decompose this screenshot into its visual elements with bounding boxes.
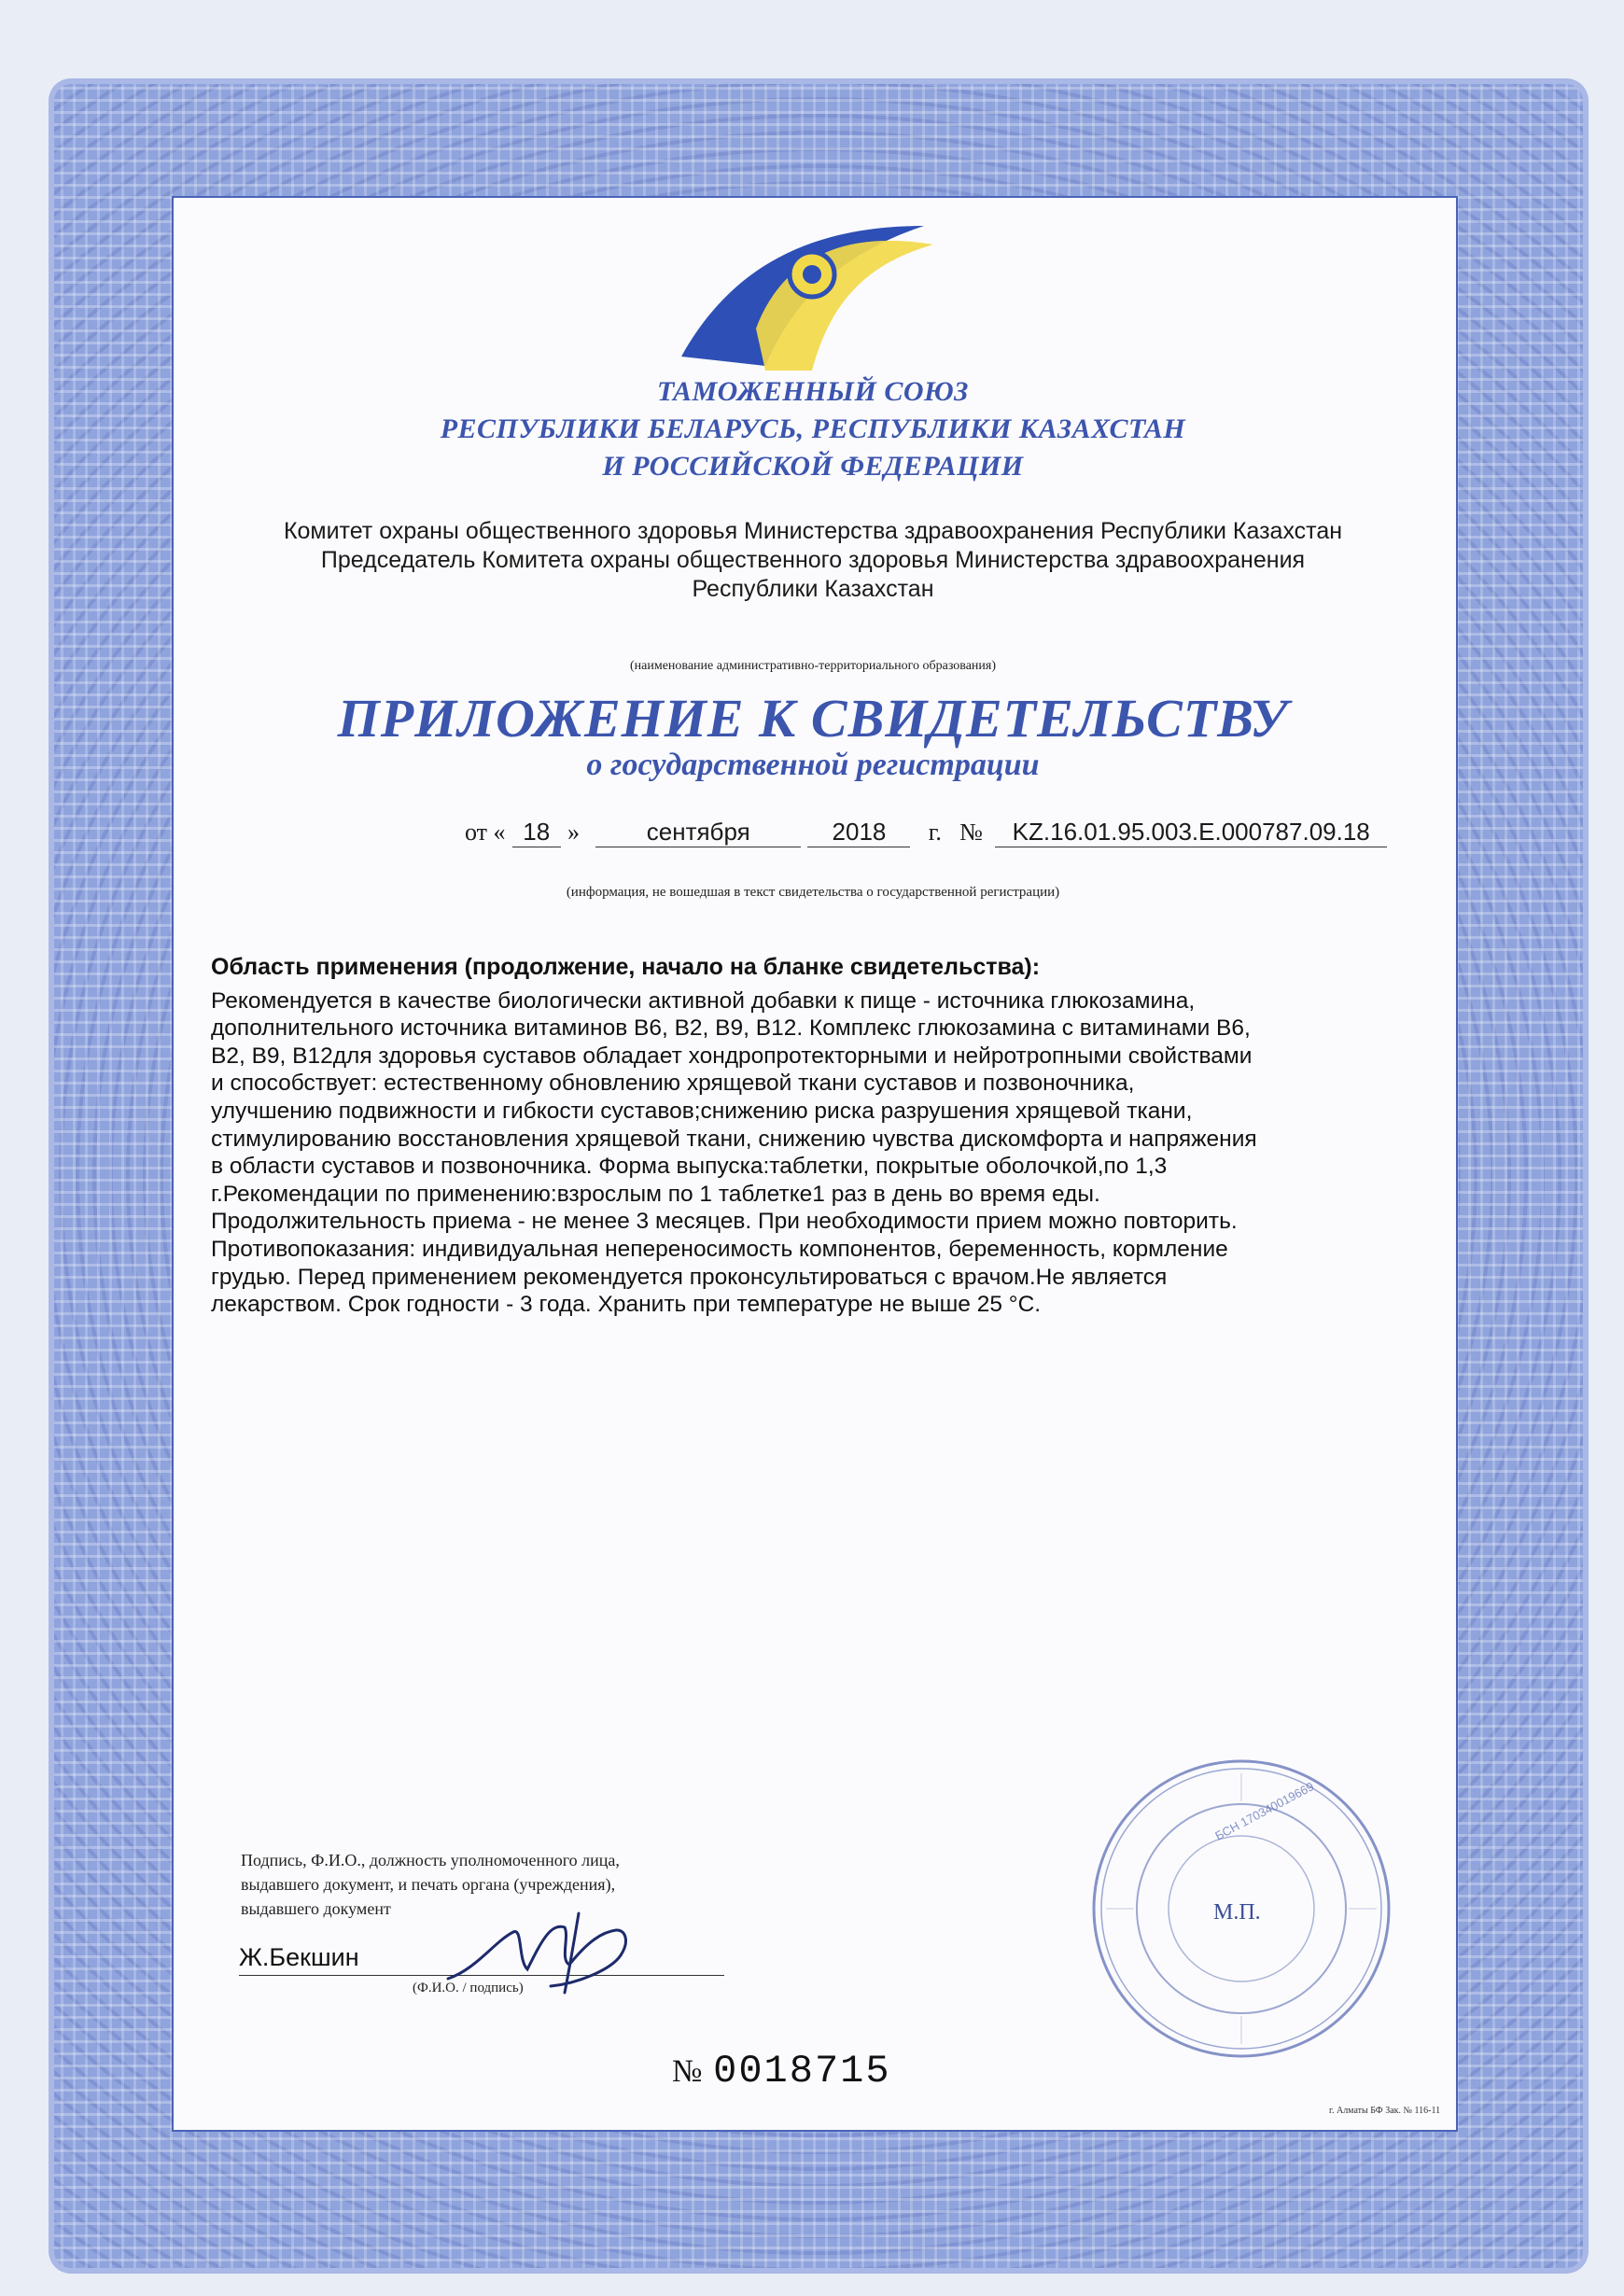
body-line: B2, B9, B12для здоровья суставов обладает хондропротекторными и нейротропными свойствами (211, 1043, 1253, 1069)
stamp-mp-label: М.П. (1213, 1900, 1261, 1925)
admin-caption: (наименование административно-территориального образования) (629, 659, 997, 673)
signature-caption-line1: Подпись, Ф.И.О., должность уполномоченного лица, (241, 1851, 620, 1869)
info-caption: (информация, не вошедшая в текст свидетельства о государственной регистрации) (566, 885, 1060, 900)
date-year: 2018 (807, 818, 910, 847)
body-line: Рекомендуется в качестве биологически активной добавки к пище - источника глюкозамина, (211, 987, 1196, 1014)
body-line: улучшению подвижности и гибкости суставов;снижению риска разрушения хрящевой ткани, (211, 1098, 1193, 1124)
body-line: и способствует: естественному обновлению хрящевой ткани суставов и позвоночника, (211, 1071, 1135, 1097)
form-number-sign: № (672, 2054, 703, 2089)
eurasian-union-logo (653, 217, 952, 375)
union-title-line1: ТАМОЖЕННЫЙ СОЮЗ (657, 376, 969, 407)
body-line: дополнительного источника витаминов B6, B2, B9, B12. Комплекс глюкозамина с витаминами B6, (211, 1015, 1251, 1042)
date-line (465, 818, 1445, 847)
date-number-sign: № (959, 819, 983, 846)
form-number (672, 2046, 891, 2093)
date-day: 18 (512, 818, 561, 847)
body-line: лекарством. Срок годности - 3 года. Хранить при температуре не выше 25 °С. (211, 1292, 1042, 1318)
body-paragraph (211, 987, 1452, 1319)
committee-line1: Комитет охраны общественного здоровья Министерства здравоохранения Республики Казахстан (283, 518, 1343, 544)
printer-note: г. Алматы БФ Зак. № 116-11 (1329, 2106, 1441, 2116)
registration-number: KZ.16.01.95.003.E.000787.09.18 (995, 818, 1387, 847)
date-close-quote: » (567, 819, 580, 846)
body-line: Продолжительность приема - не менее 3 месяцев. При необходимости прием можно повторить. (211, 1209, 1238, 1235)
signatory-name: Ж.Бекшин (239, 1943, 359, 1971)
body-line: Противопоказания: индивидуальная непереносимость компонентов, беременность, кормление (211, 1236, 1228, 1262)
body-line: стимулированию восстановления хрящевой ткани, снижению чувства дискомфорта и напряжения (211, 1126, 1257, 1152)
handwritten-signature (439, 1904, 672, 1997)
signature-caption-line2: выдавшего документ, и печать органа (учреждения), (241, 1875, 616, 1894)
date-prefix: от « (465, 819, 506, 846)
union-title-line3: И РОССИЙСКОЙ ФЕДЕРАЦИИ (602, 451, 1024, 482)
stamp-bin-text: БСН 170340019669 (1212, 1779, 1317, 1843)
union-title-line2: РЕСПУБЛИКИ БЕЛАРУСЬ, РЕСПУБЛИКИ КАЗАХСТАН (440, 413, 1186, 444)
fio-caption: (Ф.И.О. / подпись) (413, 1981, 524, 1995)
date-month: сентября (595, 818, 801, 847)
body-heading: Область применения (продолжение, начало на бланке свидетельства): (211, 954, 1041, 980)
body-line: грудью. Перед применением рекомендуется проконсультироваться с врачом.Не является (211, 1264, 1168, 1290)
body-line: в области суставов и позвоночника. Форма выпуска:таблетки, покрытые оболочкой,по 1,3 (211, 1154, 1168, 1180)
body-text (211, 954, 1452, 1319)
page-title: ПРИЛОЖЕНИЕ К СВИДЕТЕЛЬСТВУ (337, 688, 1289, 749)
body-line: г.Рекомендации по применению:взрослым по 1 таблетке1 раз в день во время еды. (211, 1181, 1100, 1207)
form-number-value: 0018715 (713, 2049, 891, 2093)
committee-line3: Республики Казахстан (692, 576, 934, 602)
date-year-suffix: г. (928, 819, 942, 846)
committee-line2: Председатель Комитета охраны общественного здоровья Министерства здравоохранения (320, 547, 1306, 573)
signature-caption-line3: выдавшего документ (241, 1899, 391, 1918)
page-subtitle: о государственной регистрации (586, 748, 1040, 782)
